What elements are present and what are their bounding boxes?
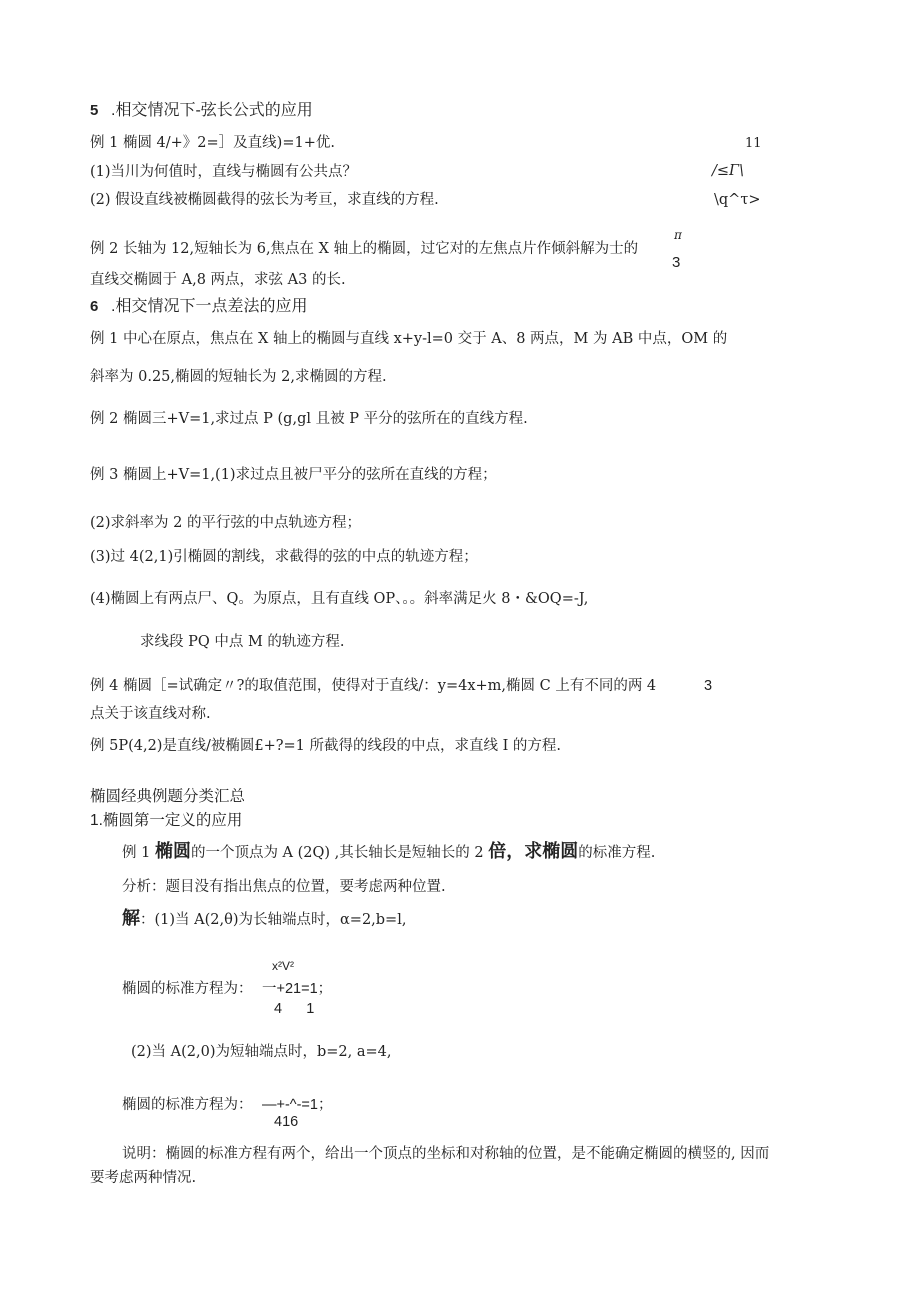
section6-number: 6: [90, 298, 99, 315]
section5-ex1-q2: (2) 假设直线被椭圆截得的弦长为考亘，求直线的方程.: [90, 192, 439, 208]
section5-number: 5: [90, 102, 99, 119]
section5-title: .相交情况下-弦长公式的应用: [111, 102, 313, 119]
summary-ex1: [122, 843, 655, 862]
section6-ex2: 例 2 椭圆三+V=1,求过点 P (g,gl 且被 P 平分的弦所在的直线方程.: [90, 411, 528, 427]
section6-ex3-q4-continued: 求线段 PQ 中点 M 的轨迹方程.: [140, 634, 345, 650]
summary-title: 椭圆经典例题分类汇总: [90, 788, 246, 805]
section6-ex3-q2: (2)求斜率为 2 的平行弦的中点轨迹方程；: [90, 515, 361, 531]
summary-ex1-part-e: 的标准方程.: [578, 845, 656, 861]
section5-ex1-q1-margin: /≤Γ\: [712, 163, 744, 179]
summary-ex1-part-d: 倍，求椭圆: [488, 841, 579, 862]
section6-ex3-q4: (4)椭圆上有两点尸、Q。为原点，且有直线 OP、。。斜率满足火 8・&OQ=-J,: [90, 591, 589, 607]
summary-ex1-part-a: 例 1: [122, 845, 155, 861]
section6-ex1-line2: 斜率为 0.25,椭圆的短轴长为 2,求椭圆的方程.: [90, 369, 387, 385]
section5-ex1-q2-margin: \q^τ>: [714, 192, 761, 208]
section5-ex1: 例 1 椭圆 4/+》2=］及直线)=1+优.: [90, 135, 335, 151]
summary-ex1-part-c: 的一个顶点为 A (2Q) ,其长轴长是短轴长的 2: [190, 845, 489, 861]
section6-title: .相交情况下一点差法的应用: [111, 298, 308, 315]
frac1-numerator: x²V²: [272, 959, 294, 973]
section6-ex4-line1: 例 4 椭圆［=试确定〃?的取值范围，使得对于直线/：y=4x+m,椭圆 C 上有不同的两 4: [90, 678, 657, 694]
summary-analysis: 分析：题目没有指出焦点的位置，要考虑两种位置.: [122, 879, 446, 895]
frac1-denominator: 4 1: [274, 1001, 315, 1017]
summary-ex1-part-b: 椭圆: [154, 841, 191, 862]
section6-ex5: 例 5P(4,2)是直线/被椭圆£+?=1 所截得的线段的中点，求直线 I 的方程.: [90, 738, 562, 754]
section6-ex1-line1: 例 1 中心在原点，焦点在 X 轴上的椭圆与直线 x+y-l=0 交于 A、8 两点，M 为 AB 中点，OM 的: [90, 331, 728, 347]
section6-ex3: 例 3 椭圆上+V=1,(1)求过点且被尸平分的弦所在直线的方程；: [90, 467, 497, 483]
section6-ex4-line2: 点关于该直线对称.: [90, 706, 211, 722]
frac2-label: 椭圆的标准方程为：: [122, 1097, 253, 1113]
section5-ex1-q1: (1)当川为何值时，直线与椭圆有公共点？: [90, 164, 358, 180]
summary-note-line2: 要考虑两种情况.: [90, 1170, 197, 1186]
frac2-denominator: 416: [274, 1114, 299, 1130]
summary-note-line1: 说明：椭圆的标准方程有两个，给出一个顶点的坐标和对称轴的位置，是不能确定椭圆的横竖的, 因而: [122, 1146, 770, 1162]
section6-ex3-q3: (3)过 4(2,1)引椭圆的割线，求截得的弦的中点的轨迹方程；: [90, 549, 478, 565]
summary-subtitle-1: 1.椭圆第一定义的应用: [90, 812, 243, 829]
section5-ex2-line1: 例 2 长轴为 12,短轴长为 6,焦点在 X 轴上的椭圆，过它对的左焦点片作倾斜解为士的: [90, 241, 639, 257]
summary-solution: [122, 910, 406, 929]
solution-label: 解: [122, 908, 140, 929]
section5-ex2-pi: π: [674, 228, 682, 242]
solution-text: ：(1)当 A(2,θ)为长轴端点时，α=2,b=l,: [140, 912, 407, 928]
section5-ex1-margin-number: 11: [745, 136, 762, 151]
frac1-label: 椭圆的标准方程为：: [122, 981, 253, 997]
section6-ex4-margin-number: 3: [704, 678, 713, 694]
frac2-equation: —+-^-=1；: [262, 1097, 333, 1113]
section5-ex2-line2: 直线交椭圆于 A,8 两点，求弦 A3 的长.: [90, 272, 346, 288]
summary-case2: (2)当 A(2,0)为短轴端点时，b=2, a=4,: [131, 1044, 392, 1060]
frac1-equation: 一+21=1；: [262, 981, 333, 997]
section5-ex2-denominator: 3: [672, 254, 681, 271]
